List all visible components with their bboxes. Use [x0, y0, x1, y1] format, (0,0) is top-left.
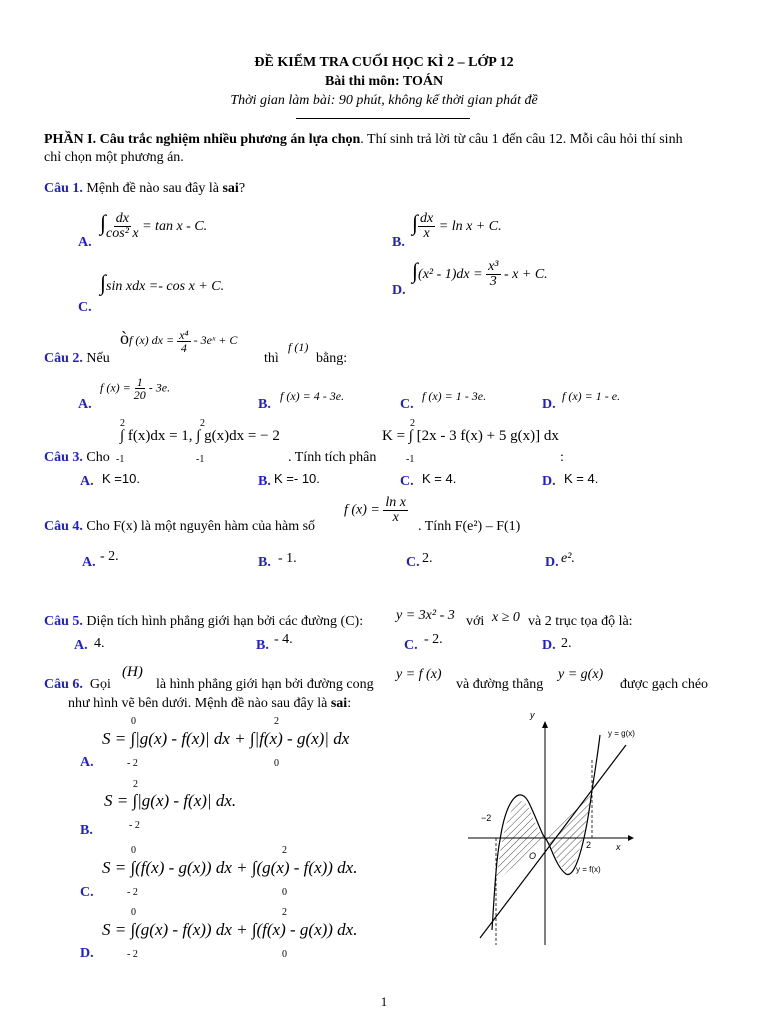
q5-b-letter: B. [256, 638, 269, 653]
q1-b-num: dx [420, 211, 434, 227]
q4-option-c-label[interactable] [406, 555, 420, 571]
q4-f-num: ln x [385, 495, 406, 510]
q1-d-rhs: - x + C. [504, 267, 548, 282]
q4-d-letter: D. [545, 555, 559, 570]
q1-b-rhs: = ln x + C. [438, 219, 502, 234]
q1-label: Câu 1. [44, 181, 83, 196]
q2-option-c-label[interactable] [400, 397, 414, 413]
part1-line1 [44, 132, 683, 148]
q6-c-letter: C. [80, 885, 94, 900]
q3-option-b-label[interactable] [258, 474, 271, 490]
q5-option-a-label[interactable] [74, 638, 88, 654]
q3-upper-1: 2 [120, 418, 125, 429]
q4-f-den: x [392, 510, 399, 525]
q6-a-lo1: - 2 [127, 758, 138, 769]
q2-label: Câu 2. [44, 351, 83, 366]
q3-option-c: K = 4. [422, 471, 457, 486]
q2-hypothesis: òf (x) dx = $\frac{\text{x⁴}}{4}$ - 3eˣ + C [120, 327, 238, 355]
q2-a-rhs: - 3e. [148, 380, 171, 395]
q5-option-d-label[interactable] [542, 638, 556, 654]
q1-option-c-label[interactable] [78, 300, 92, 316]
x-axis-label: x [616, 842, 621, 852]
q3-lower-3: -1 [406, 454, 415, 465]
q2-option-d: f (x) = 1 - e. [562, 389, 621, 403]
q1-option-d: ∫(x² - 1)dx = $\frac{\text{x³}}{3}$ - x + C. [412, 258, 548, 290]
exam-title: ĐỀ KIỂM TRA CUỐI HỌC KÌ 2 – LỚP 12 [254, 55, 514, 70]
q5-curve: y = 3x² - 3 [396, 608, 455, 623]
q6-emph: sai [330, 696, 348, 711]
q5-option-d: 2. [561, 636, 572, 651]
q3-post: : [560, 450, 564, 465]
q6-a-up1: 0 [131, 716, 136, 727]
q3-lower-2: -1 [196, 454, 205, 465]
q4-option-d-label[interactable] [545, 555, 559, 571]
q6-line2 [68, 696, 351, 712]
q2-hyp-rhs: - 3eˣ + C [193, 333, 238, 347]
q4-b-letter: B. [258, 555, 271, 570]
q2-option-c: f (x) = 1 - 3e. [422, 389, 487, 403]
q4-a-letter: A. [82, 555, 96, 570]
q3-a-letter: A. [80, 474, 94, 489]
q5-stem-start [44, 614, 363, 630]
q4-text: Cho F(x) là một nguyên hàm của hàm số [86, 519, 316, 534]
q6-label: Câu 6. [44, 677, 83, 692]
q4-stem-start [44, 519, 315, 535]
q6-a-lo2: 0 [274, 758, 279, 769]
q6-c-up1: 0 [131, 845, 136, 856]
part1-line2: chỉ chọn một phương án. [44, 150, 184, 165]
q6-option-d-label[interactable] [80, 946, 94, 962]
q6-d-lo2: 0 [282, 949, 287, 960]
q6-option-a: S = ∫|g(x) - f(x)| dx + ∫|f(x) - g(x)| dx [102, 729, 350, 748]
q6-colon: : [347, 696, 352, 711]
q2-option-b-label[interactable] [258, 397, 271, 413]
line-g [480, 745, 626, 938]
q6-pre: Gọi [89, 677, 111, 692]
q1-emph: sai [222, 181, 239, 196]
q2-d-letter: D. [542, 397, 556, 412]
q2-post: bằng: [316, 351, 348, 366]
q1-option-a-label[interactable] [78, 235, 92, 251]
q3-pre: Cho [86, 450, 110, 465]
q3-option-a: K =10. [102, 471, 140, 486]
q1-a-rhs: = tan x - C. [142, 219, 208, 234]
q6-d-up1: 0 [131, 907, 136, 918]
q3-option-b: K =- 10. [274, 471, 320, 486]
q6-c-up2: 2 [282, 845, 287, 856]
q2-b-letter: B. [258, 397, 271, 412]
q5-option-c: - 2. [424, 632, 443, 647]
part1-instructions: . Thí sinh trả lời từ câu 1 đến câu 12. Mỗi câu hỏi thí sinh [360, 132, 683, 147]
q3-k-expr: K = ∫ [2x - 3 f(x) + 5 g(x)] dx [382, 428, 559, 444]
q6-line2-text: như hình vẽ bên dưới. Mệnh đề nào sau đây là [68, 696, 328, 711]
q2-a-lhs: f (x) = [100, 380, 131, 395]
q2-hyp-lhs: f (x) dx = [129, 333, 175, 347]
q3-option-c-label[interactable] [400, 474, 414, 490]
q5-text: Diện tích hình phẳng giới hạn bởi các đường (C): [86, 614, 364, 629]
q1-a-den: cos² x [106, 226, 139, 242]
q1-d-letter: D. [392, 283, 406, 298]
q6-option-b: S = ∫|g(x) - f(x)| dx. [104, 791, 237, 810]
q3-upper-3: 2 [410, 418, 415, 429]
q6-option-c: S = ∫(f(x) - g(x)) dx + ∫(g(x) - f(x)) dx. [102, 858, 358, 877]
q2-option-b: f (x) = 4 - 3e. [280, 389, 345, 403]
q4-option-c: 2. [422, 551, 433, 566]
q3-option-a-label[interactable] [80, 474, 94, 490]
exam-subject: Bài thi môn: TOÁN [324, 74, 444, 89]
q6-option-d: S = ∫(g(x) - f(x)) dx + ∫(f(x) - g(x)) dx. [102, 920, 358, 939]
q6-b-letter: B. [80, 823, 93, 838]
x-axis-arrow [628, 835, 634, 841]
q3-option-d-label[interactable] [542, 474, 556, 490]
q2-hyp-den: 4 [180, 340, 187, 355]
q6-b-up: 2 [133, 779, 138, 790]
q1-d-den: 3 [489, 274, 497, 290]
q6-t1: là hình phẳng giới hạn bởi đường cong [156, 677, 374, 692]
q6-option-c-label[interactable] [80, 885, 94, 901]
q5-a-letter: A. [74, 638, 88, 653]
tick-2: 2 [586, 840, 592, 850]
q1-option-a: ∫ $\frac{dx}{\text{cos² x}}$ = tan x - C. [100, 210, 208, 242]
q4-option-b-label[interactable] [258, 555, 271, 571]
q5-label: Câu 5. [44, 614, 83, 629]
q1-b-den: x [423, 226, 430, 242]
q3-given: ∫ f(x)dx = 1, ∫ g(x)dx = − 2 [120, 428, 280, 444]
q6-t2: và đường thẳng [456, 677, 544, 692]
q2-option-d-label[interactable] [542, 397, 556, 413]
q6-d-letter: D. [80, 946, 94, 961]
page-number: 1 [380, 994, 388, 1009]
q3-lower-1: -1 [116, 454, 125, 465]
q1-option-d-label[interactable] [392, 283, 406, 299]
q3-d-letter: D. [542, 474, 556, 489]
q4-option-a: - 2. [100, 549, 119, 564]
q4-f-lhs: f (x) = [344, 502, 380, 518]
q2-hyp-num: x⁴ [179, 327, 189, 342]
part1-heading: PHẦN I. Câu trắc nghiệm nhiều phương án lựa chọn [44, 132, 361, 147]
q1-end: ? [238, 181, 246, 196]
q6-option-b-label[interactable] [80, 823, 93, 839]
q4-label: Câu 4. [44, 519, 83, 534]
q2-a-num: 1 [136, 375, 143, 389]
q1-option-c: ∫sin xdx =- cos x + C. [100, 270, 225, 295]
q6-fx: y = f (x) [396, 667, 442, 682]
q5-post: và 2 trục tọa độ là: [528, 614, 633, 629]
q5-d-letter: D. [542, 638, 556, 653]
q3-option-d: K = 4. [564, 471, 599, 486]
q1-option-b-label[interactable] [392, 235, 405, 251]
tick-minus2: −2 [481, 813, 492, 823]
q6-graph [462, 705, 648, 953]
q1-c-letter: C. [78, 300, 92, 315]
q5-c-letter: C. [404, 638, 418, 653]
q1-a-letter: A. [78, 235, 92, 250]
q1-stem [44, 181, 245, 197]
q1-a-num: dx [115, 211, 129, 227]
y-axis-arrow [542, 721, 548, 728]
q5-option-b-label[interactable] [256, 638, 269, 654]
q4-option-a-label[interactable] [82, 555, 96, 571]
q2-mid: thì [264, 351, 279, 366]
q6-c-lo2: 0 [282, 887, 287, 898]
q2-option-a-label[interactable] [78, 397, 92, 413]
q3-stem-start [44, 450, 110, 466]
q1-text: Mệnh đề nào sau đây là [86, 181, 219, 196]
q3-mid: . Tính tích phân [288, 450, 377, 465]
q2-f1: f (1) [288, 340, 309, 354]
q6-b-lo: - 2 [129, 820, 140, 831]
q2-pre: Nếu [86, 351, 110, 366]
q2-a-den: 20 [133, 388, 146, 402]
q4-option-d: e². [561, 551, 575, 566]
q5-cond: x ≥ 0 [492, 610, 520, 625]
q6-gx: y = g(x) [558, 667, 604, 682]
q4-option-b: - 1. [278, 551, 297, 566]
q4-function [344, 496, 408, 525]
q3-upper-2: 2 [200, 418, 205, 429]
q5-option-c-label[interactable] [404, 638, 418, 654]
q6-a-up2: 2 [274, 716, 279, 727]
origin-label: O [529, 851, 537, 861]
q6-d-up2: 2 [282, 907, 287, 918]
q1-d-lhs: (x² - 1)dx = [418, 267, 483, 282]
q6-c-lo1: - 2 [127, 887, 138, 898]
q4-post: . Tính F(e²) – F(1) [418, 519, 521, 534]
q3-label: Câu 3. [44, 450, 83, 465]
q5-option-b: - 4. [274, 632, 293, 647]
g-label: y = g(x) [608, 729, 635, 738]
q6-h: (H) [122, 664, 143, 680]
q5-option-a: 4. [94, 636, 105, 651]
q6-t3: được gạch chéo [620, 677, 709, 692]
q6-d-lo1: - 2 [127, 949, 138, 960]
q3-c-letter: C. [400, 474, 414, 489]
q6-option-a-label[interactable] [80, 755, 94, 771]
header-divider [296, 118, 470, 119]
q1-d-num: x³ [488, 259, 499, 275]
q1-b-letter: B. [392, 235, 405, 250]
q5-with: với [466, 614, 485, 629]
q6-a-letter: A. [80, 755, 94, 770]
q1-c-expr: sin xdx =- cos x + C. [106, 279, 225, 294]
q2-stem-start [44, 351, 110, 367]
q2-option-a [100, 376, 170, 401]
q1-option-b: ∫ $\frac{dx}{x}$ = ln x + C. [412, 210, 502, 242]
q6-stem-start [44, 677, 111, 693]
q2-c-letter: C. [400, 397, 414, 412]
q2-a-letter: A. [78, 397, 92, 412]
q3-b-letter: B. [258, 474, 271, 489]
y-axis-label: y [530, 710, 535, 720]
exam-time: Thời gian làm bài: 90 phút, không kể thời gian phát đề [230, 93, 538, 108]
q4-c-letter: C. [406, 555, 420, 570]
f-label: y = f(x) [576, 865, 601, 874]
hatched-region-left [496, 801, 545, 882]
